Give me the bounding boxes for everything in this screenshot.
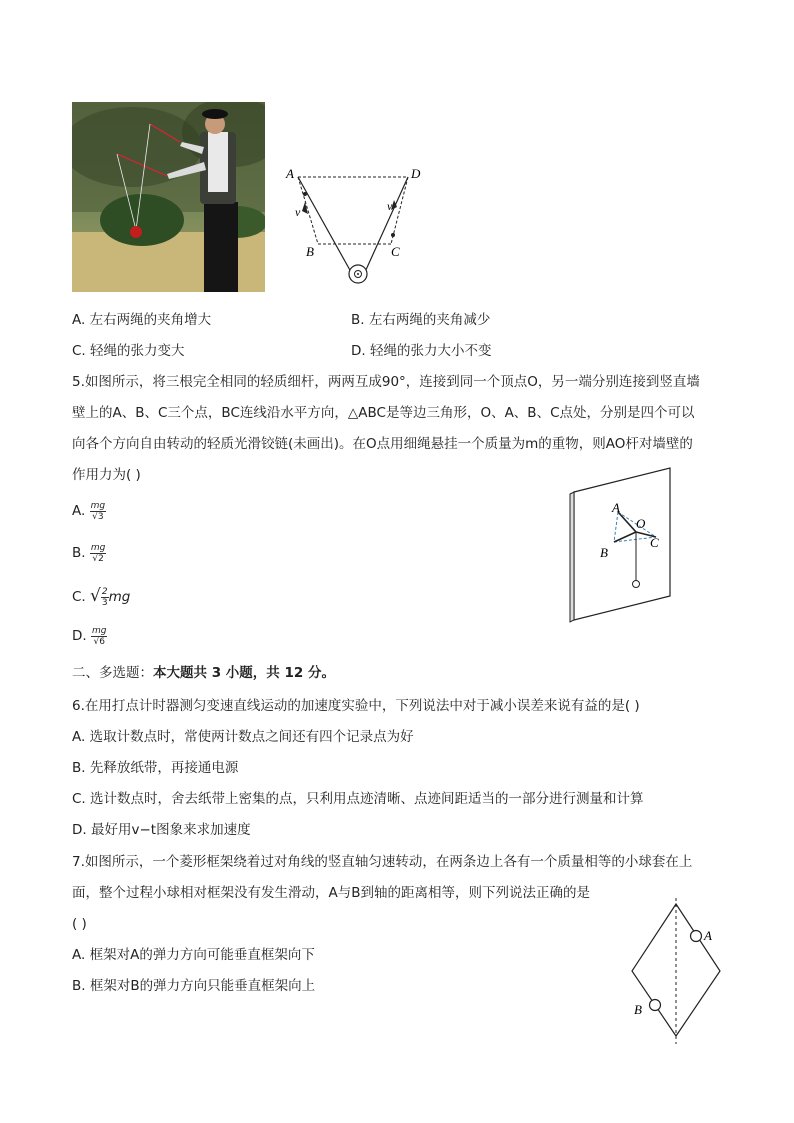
label-v-left: v — [295, 205, 301, 219]
section-2-heading: 二、多选题：本大题共 3 小题，共 12 分。 — [72, 665, 335, 681]
q4-diagram — [283, 162, 423, 287]
q5-line-4: 作用力为( ) — [72, 467, 141, 483]
q7-line-3: ( ) — [72, 916, 87, 932]
q4-option-c: C. 轻绳的张力变大 — [72, 343, 185, 359]
q7-label-b: B — [634, 1002, 642, 1017]
q4-option-b: B. 左右两绳的夹角减少 — [351, 312, 491, 328]
q5-label-o: O — [636, 516, 646, 531]
q6-option-a: A. 选取计数点时，常使两计数点之间还有四个记录点为好 — [72, 729, 414, 745]
q4-option-a: A. 左右两绳的夹角增大 — [72, 312, 212, 328]
q6-option-c: C. 选计数点时，舍去纸带上密集的点，只利用点迹清晰、点迹间距适当的一部分进行测量和计算 — [72, 791, 644, 807]
q5-option-a: A. $\frac{mg}{√3}$ — [72, 500, 106, 522]
q5-line-2: 壁上的A、B、C三个点，BC连线沿水平方向，△ABC是等边三角形，O、A、B、C点处，分别是四个可以 — [72, 405, 695, 421]
q6-option-d: D. 最好用v−t图象来求加速度 — [72, 822, 251, 838]
q7-label-a: A — [704, 928, 712, 943]
q5-option-c: C. √ $\frac{2}{3}$ mg — [72, 586, 131, 608]
q6-option-b: B. 先释放纸带，再接通电源 — [72, 760, 239, 776]
q5-label-a: A — [612, 500, 620, 515]
label-v-right: v — [387, 199, 393, 213]
yoyo-photo — [72, 102, 265, 292]
q7-line-2: 面，整个过程小球相对框架没有发生滑动，A与B到轴的距离相等，则下列说法正确的是 — [72, 885, 590, 901]
q5-option-d: D. $\frac{mg}{√6}$ — [72, 625, 107, 647]
q4-option-d: D. 轻绳的张力大小不变 — [351, 343, 492, 359]
q5-line-1: 5.如图所示，将三根完全相同的轻质细杆，两两互成90°，连接到同一个顶点O，另一端分别连接到竖直墙 — [72, 374, 700, 390]
label-d: D — [411, 166, 421, 181]
label-c: C — [391, 244, 400, 259]
q6-stem: 6.在用打点计时器测匀变速直线运动的加速度实验中，下列说法中对于减小误差来说有益的是( ) — [72, 698, 640, 714]
q7-diagram — [624, 898, 728, 1044]
label-b: B — [306, 244, 314, 259]
q5-option-b: B. $\frac{mg}{√2}$ — [72, 542, 106, 564]
q7-line-1: 7.如图所示，一个菱形框架绕着过对角线的竖直轴匀速转动，在两条边上各有一个质量相等的小球套在上 — [72, 854, 693, 870]
q7-option-a: A. 框架对A的弹力方向可能垂直框架向下 — [72, 947, 315, 963]
q5-label-c: C — [650, 535, 659, 550]
q5-diagram — [568, 464, 678, 624]
q5-label-b: B — [600, 545, 608, 560]
label-a: A — [286, 166, 294, 181]
q5-line-3: 向各个方向自由转动的轻质光滑铰链(未画出)。在O点用细绳悬挂一个质量为m的重物，则AO杆对墙壁的 — [72, 436, 693, 452]
q7-option-b: B. 框架对B的弹力方向只能垂直框架向上 — [72, 978, 316, 994]
